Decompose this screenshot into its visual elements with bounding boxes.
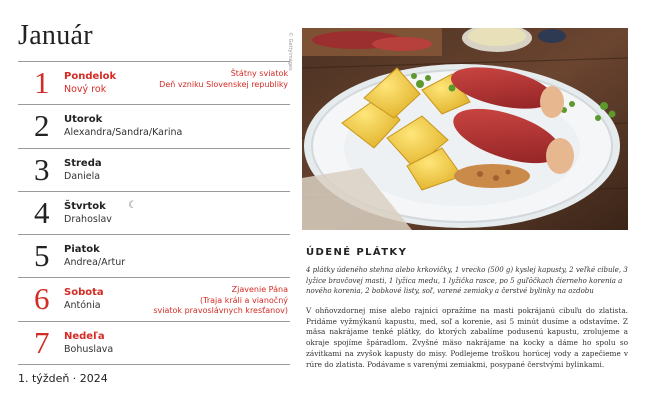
day-number: 1 [34, 65, 50, 100]
day-number: 4 [34, 194, 50, 230]
day-name: Utorok [64, 114, 103, 126]
holiday-line: (Traja králi a vianočný [200, 295, 288, 305]
moon-phase-icon: ☾ [128, 199, 137, 211]
day-row [18, 104, 290, 147]
day-name: Štvrtok [64, 200, 106, 212]
recipe-ingredients: 4 plátky údeného stehna alebo krkovičky, 1 vrecko (500 g) kyslej kapusty, 2 veľké cibule, 3 lyžice bravčovej masti, 1 lyžica medu, 1 lyžička rasce, po 5 guľôčkach čierneho korenia a nového korenia, 2 bobkové listy, soľ, varené zemiaky a čerstvé bylinky na ozdobu [306, 266, 628, 295]
photo-credit: © Gettyimages [287, 32, 293, 71]
day-name: Streda [64, 157, 102, 169]
name-day: Bohuslava [64, 343, 114, 355]
day-number: 2 [34, 108, 50, 144]
name-day: Nový rok [64, 84, 107, 95]
day-row [18, 234, 290, 277]
day-row [18, 321, 290, 365]
day-number: 5 [34, 238, 50, 274]
holiday-line: sviatok pravoslávnych kresťanov) [153, 306, 288, 316]
day-name: Piatok [64, 244, 100, 256]
day-name: Sobota [64, 287, 104, 299]
recipe-method: V ohňovzdornej mise alebo rajnici opražíme na masti pokrájanú cibuľu do zlatista. Pridáme vyžmýkanú kapustu, med, soľ a korenie, asi 5 minút dusíme a odstavíme. Z mäsa nakrájame tenké plátky, do ktorých zabalíme podusenú kapustu, zrolujeme a okraje spojíme špáradlom. Zvyšné mäso nakrájame na kocky a dáme ho spolu so závitkami na zvyšok kapusty do misy. Podlejeme troškou horúcej vody a zapečieme v rúre do zlatista. Podávame s varenými zemiakmi, posypané čerstvými bylinkami. [306, 306, 628, 369]
holiday-line: Štátny sviatok [230, 69, 288, 78]
week-label: 1. týždeň · 2024 [18, 372, 108, 385]
day-number: 7 [34, 324, 50, 360]
month-title: Január [18, 20, 93, 51]
recipe-photo [302, 28, 628, 230]
name-day: Alexandra/Sandra/Karina [64, 127, 183, 139]
holiday-line: Deň vzniku Slovenskej republiky [159, 79, 288, 89]
name-day: Antónia [64, 300, 101, 312]
food-illustration [302, 28, 628, 230]
day-row [18, 148, 290, 191]
holiday-line: Zjavenie Pána [231, 285, 288, 295]
name-day: Andrea/Artur [64, 257, 126, 269]
day-number: 3 [34, 151, 50, 187]
day-list [18, 61, 290, 365]
recipe-title: ÚDENÉ PLÁTKY [306, 247, 408, 258]
day-name: Pondelok [64, 71, 117, 82]
name-day: Drahoslav [64, 213, 112, 225]
name-day: Daniela [64, 170, 101, 182]
holiday-note [153, 285, 288, 317]
day-row [18, 61, 290, 104]
day-number: 6 [34, 281, 50, 317]
day-row [18, 277, 290, 320]
holiday-note [159, 69, 288, 90]
day-row [18, 191, 290, 234]
day-name: Nedeľa [64, 330, 105, 342]
